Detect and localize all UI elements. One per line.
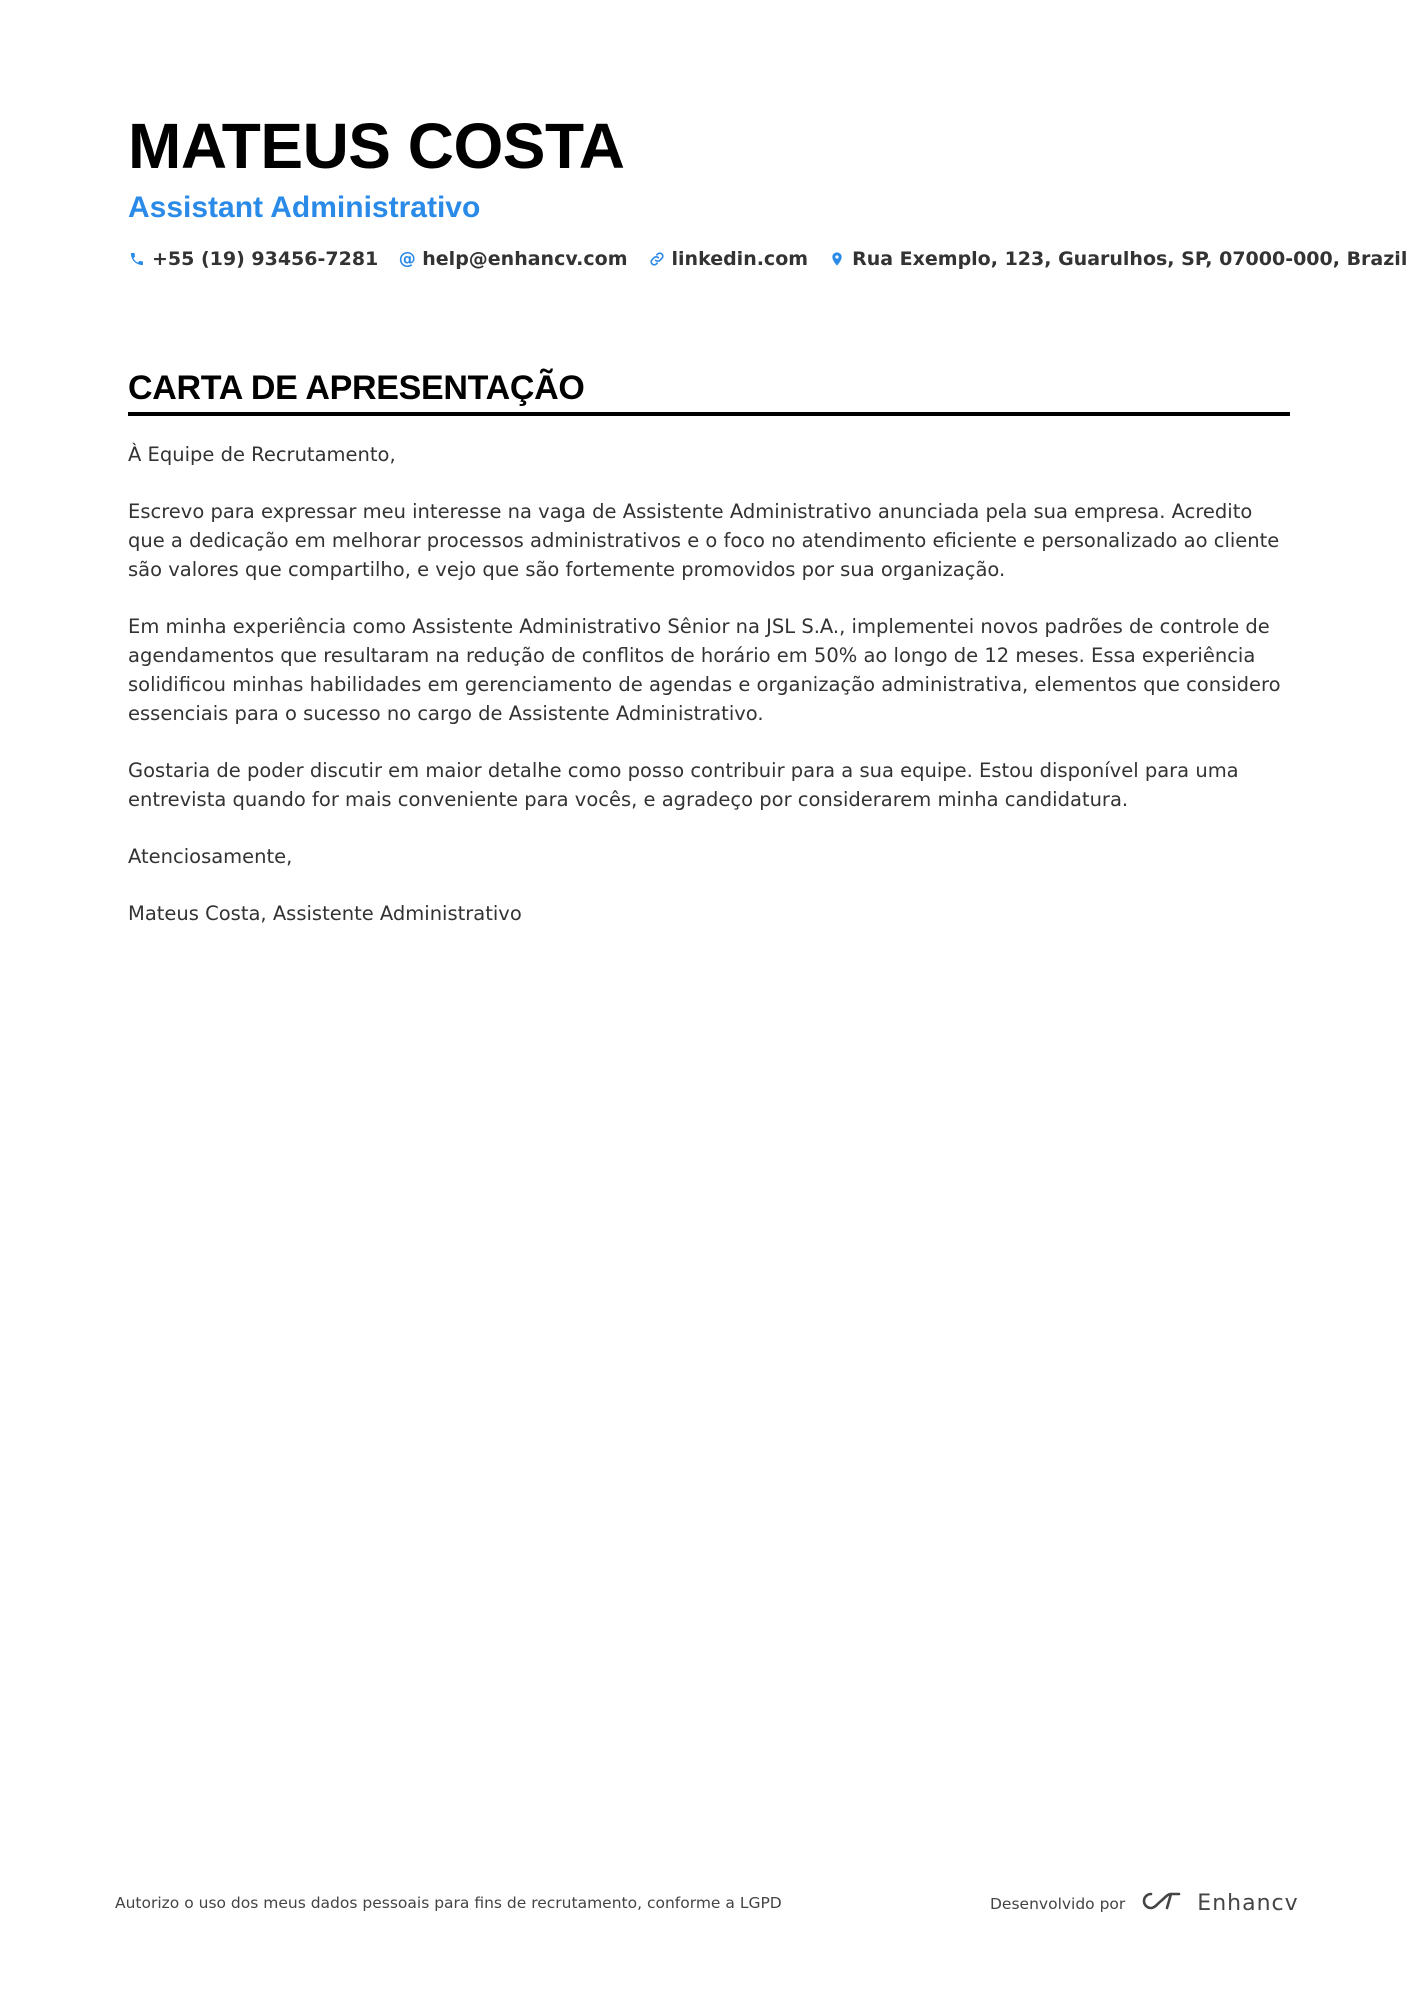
- link-icon: [648, 250, 666, 268]
- header: [128, 108, 1408, 270]
- contact-address: [828, 248, 1407, 270]
- letter-paragraph: Em minha experiência como Assistente Administrativo Sênior na JSL S.A., implementei novos padrões de controle de agendamentos que resultaram na redução de conflitos de horário em 50% ao longo de 12 meses. Essa experiência solidificou minhas habilidades em gerenciamento de agendas e organização administrativa, elementos que considero essenciais para o sucesso no cargo de Assistente Administrativo.: [128, 615, 1281, 725]
- footer-branding[interactable]: [990, 1888, 1299, 1919]
- letter-paragraph: Gostaria de poder discutir em maior detalhe como posso contribuir para a sua equipe. Estou disponível para uma entrevista quando for mais conveniente para vocês, e agradeço por considerarem minha candidatura.: [128, 759, 1239, 811]
- candidate-role: Assistant Administrativo: [128, 191, 481, 224]
- section-title: CARTA DE APRESENTAÇÃO: [128, 369, 585, 407]
- letter-signature: Mateus Costa, Assistente Administrativo: [128, 902, 522, 925]
- footer-consent: Autorizo o uso dos meus dados pessoais para fins de recrutamento, conforme a LGPD: [115, 1894, 782, 1912]
- cover-letter-section: [128, 366, 1290, 956]
- contact-phone-text: +55 (19) 93456-7281: [152, 248, 379, 270]
- powered-by-label: Desenvolvido por: [990, 1894, 1126, 1913]
- enhancv-logo-icon: [1137, 1888, 1197, 1919]
- candidate-name: MATEUS COSTA: [128, 110, 625, 182]
- contact-email-text: help@enhancv.com: [422, 248, 628, 270]
- letter-paragraph: Escrevo para expressar meu interesse na vaga de Assistente Administrativo anunciada pela sua empresa. Acredito que a dedicação em melhorar processos administrativos e o foco no atendimento eficiente e personalizado ao cliente são valores que compartilho, e vejo que são fortemente promovidos por sua organização.: [128, 500, 1280, 581]
- contact-bar: [128, 248, 1408, 270]
- contact-linkedin-text: linkedin.com: [671, 248, 809, 270]
- contact-linkedin[interactable]: [648, 248, 809, 270]
- brand-name: Enhancv: [1197, 1891, 1299, 1916]
- contact-email[interactable]: [398, 248, 627, 270]
- section-divider: [128, 412, 1290, 416]
- phone-icon: [128, 250, 146, 268]
- at-icon: @: [398, 248, 416, 269]
- letter-closing: Atenciosamente,: [128, 845, 293, 868]
- location-icon: [828, 250, 846, 268]
- contact-phone: [128, 248, 378, 270]
- letter-salutation: À Equipe de Recrutamento,: [128, 443, 396, 466]
- contact-address-text: Rua Exemplo, 123, Guarulhos, SP, 07000-000, Brazil: [852, 248, 1408, 270]
- letter-body: [128, 440, 1290, 928]
